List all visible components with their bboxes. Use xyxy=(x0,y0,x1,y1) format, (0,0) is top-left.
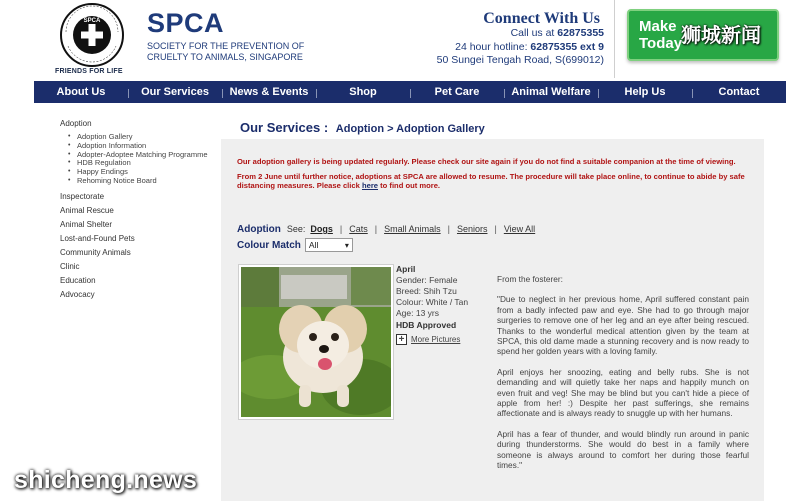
filter-cats[interactable]: Cats xyxy=(349,224,368,234)
pet-photo xyxy=(241,267,391,417)
story-paragraph-1: "Due to neglect in her previous home, April suffered constant pain from a badly infected paw and eye. She had to go through major surgeries to remove one of her leg and an eye after being rescued. Thanks to the wonderful medical attention given by the team at SPCA, this old dame made a stunning recovery and is now ready to spend her golden years with a loving family. xyxy=(497,294,749,357)
filter-seniors[interactable]: Seniors xyxy=(456,224,488,234)
svg-text:SPCA: SPCA xyxy=(83,18,101,24)
promo-text: Make Today xyxy=(639,18,683,52)
promo-overlay-text: 狮城新闻 xyxy=(681,25,761,47)
story-paragraph-3: April has a fear of thunder, and would blindly run around in panic during thunderstorms. She would do best in a family where someone is always around to comfort her during those fearful times." xyxy=(497,428,749,471)
spca-logo[interactable] xyxy=(56,2,128,68)
plus-icon: + xyxy=(396,334,407,345)
watermark: shicheng.news xyxy=(14,466,198,494)
colour-match-label: Colour Match xyxy=(237,239,301,251)
header-divider xyxy=(614,0,615,78)
brand-title[interactable]: SPCA xyxy=(147,8,225,38)
filter-separator: | xyxy=(447,224,450,234)
logo-tagline: FRIENDS FOR LIFE xyxy=(55,68,123,75)
filter-separator: | xyxy=(374,224,378,234)
hotline-label: 24 hour hotline: xyxy=(455,40,528,53)
sidebar-subitem-rehoming-notice-board[interactable]: • Rehoming Notice Board xyxy=(68,177,210,186)
colour-match-select[interactable] xyxy=(305,238,353,252)
colour-match-value: All xyxy=(308,240,319,250)
adoption-submenu xyxy=(68,133,210,186)
callus-label: Call us at xyxy=(510,27,555,39)
notice-resume-text: From 2 June until further notice, adoptions at SPCA are allowed to resume. The procedure will take place online, to continue to abide by safe distancing measures. Please click xyxy=(237,171,745,190)
sidebar-subitem-adoption-gallery[interactable]: • Adoption Gallery xyxy=(68,133,210,142)
nav-pet-care[interactable]: Pet Care xyxy=(410,86,504,98)
notice-resume xyxy=(237,172,747,191)
pet-photo-frame[interactable] xyxy=(238,264,394,420)
pet-hdb-approved: HDB Approved xyxy=(396,320,457,330)
page-title-text: Our Services : xyxy=(240,120,329,135)
filter-view-all[interactable]: View All xyxy=(503,224,536,234)
callus-number[interactable]: 62875355 xyxy=(557,27,604,39)
more-pictures-link[interactable] xyxy=(396,334,468,345)
sidebar-subitem-hdb-regulation[interactable]: • HDB Regulation xyxy=(68,159,210,168)
notice-here-link[interactable]: here xyxy=(361,181,379,190)
pet-story xyxy=(497,274,749,481)
nav-shop[interactable]: Shop xyxy=(316,86,410,98)
main-nav xyxy=(34,81,786,103)
sidebar xyxy=(60,119,210,304)
adoption-notice xyxy=(237,157,747,196)
pet-details xyxy=(396,264,468,345)
nav-about-us[interactable]: About Us xyxy=(56,86,106,98)
filter-see-label: See: xyxy=(286,224,306,234)
more-pictures-label: More Pictures xyxy=(411,335,461,344)
filter-separator: | xyxy=(339,224,343,234)
sidebar-item-clinic[interactable]: Clinic xyxy=(60,261,80,271)
sidebar-subitem-happy-endings[interactable]: • Happy Endings xyxy=(68,168,210,177)
pet-colour: Colour: White / Tan xyxy=(396,297,469,307)
brand-subtitle: SOCIETY FOR THE PREVENTION OF CRUELTY TO ANIMALS, SINGAPORE xyxy=(147,41,305,62)
nav-animal-welfare[interactable]: Animal Welfare xyxy=(504,86,598,98)
pet-breed: Breed: Shih Tzu xyxy=(396,286,457,296)
sidebar-subitem-matching-programme[interactable]: • Adopter-Adoptee Matching Programme xyxy=(68,151,210,160)
notice-update: Our adoption gallery is being updated regularly. Please check our site again if you do not find a suitable companion at the time of viewing. xyxy=(237,157,736,166)
adoption-filter xyxy=(237,224,535,235)
pet-gender: Gender: Female xyxy=(396,275,458,285)
sidebar-subitem-adoption-information[interactable]: • Adoption Information xyxy=(68,142,210,151)
breadcrumb: Adoption > Adoption Gallery xyxy=(335,123,485,135)
story-intro: From the fosterer: xyxy=(497,274,563,284)
address: 50 Sungei Tengah Road, S(699012) xyxy=(436,54,604,66)
pet-age: Age: 13 yrs xyxy=(396,308,439,318)
page-title xyxy=(240,120,485,135)
sidebar-item-animal-rescue[interactable]: Animal Rescue xyxy=(60,205,114,215)
sidebar-item-inspectorate[interactable]: Inspectorate xyxy=(60,191,105,201)
filter-separator: | xyxy=(494,224,497,234)
nav-contact[interactable]: Contact xyxy=(692,86,786,98)
chevron-down-icon: ▾ xyxy=(344,240,349,250)
hotline-number[interactable]: 62875355 ext 9 xyxy=(530,40,604,53)
sidebar-item-advocacy[interactable]: Advocacy xyxy=(60,289,95,299)
connect-title: Connect With Us xyxy=(483,10,600,27)
nav-our-services[interactable]: Our Services xyxy=(128,86,222,98)
sidebar-item-adoption[interactable]: Adoption xyxy=(60,119,92,128)
sidebar-item-community-animals[interactable]: Community Animals xyxy=(60,247,131,257)
nav-help-us[interactable]: Help Us xyxy=(598,86,692,98)
pet-name: April xyxy=(396,264,416,274)
filter-dogs[interactable]: Dogs xyxy=(310,224,333,234)
sidebar-item-education[interactable]: Education xyxy=(60,275,96,285)
sidebar-item-lost-and-found-pets[interactable]: Lost-and-Found Pets xyxy=(60,233,135,243)
filter-label: Adoption xyxy=(237,224,281,235)
colour-match-row xyxy=(237,238,353,252)
notice-resume-tail: to find out more. xyxy=(380,181,441,190)
contact-info xyxy=(437,27,604,68)
story-paragraph-2: April enjoys her snoozing, eating and belly rubs. She is not demanding and will quietly take her naps and happily munch on even fruit and veg! She may be blind but you can't hide a piece of apple from her! :) Despite her past sufferings, she remains affectionate and is always ready to snuggle up with her humans. xyxy=(497,366,749,419)
nav-news-events[interactable]: News & Events xyxy=(222,86,316,98)
sidebar-item-animal-shelter[interactable]: Animal Shelter xyxy=(60,219,113,229)
filter-small-animals[interactable]: Small Animals xyxy=(384,224,441,234)
